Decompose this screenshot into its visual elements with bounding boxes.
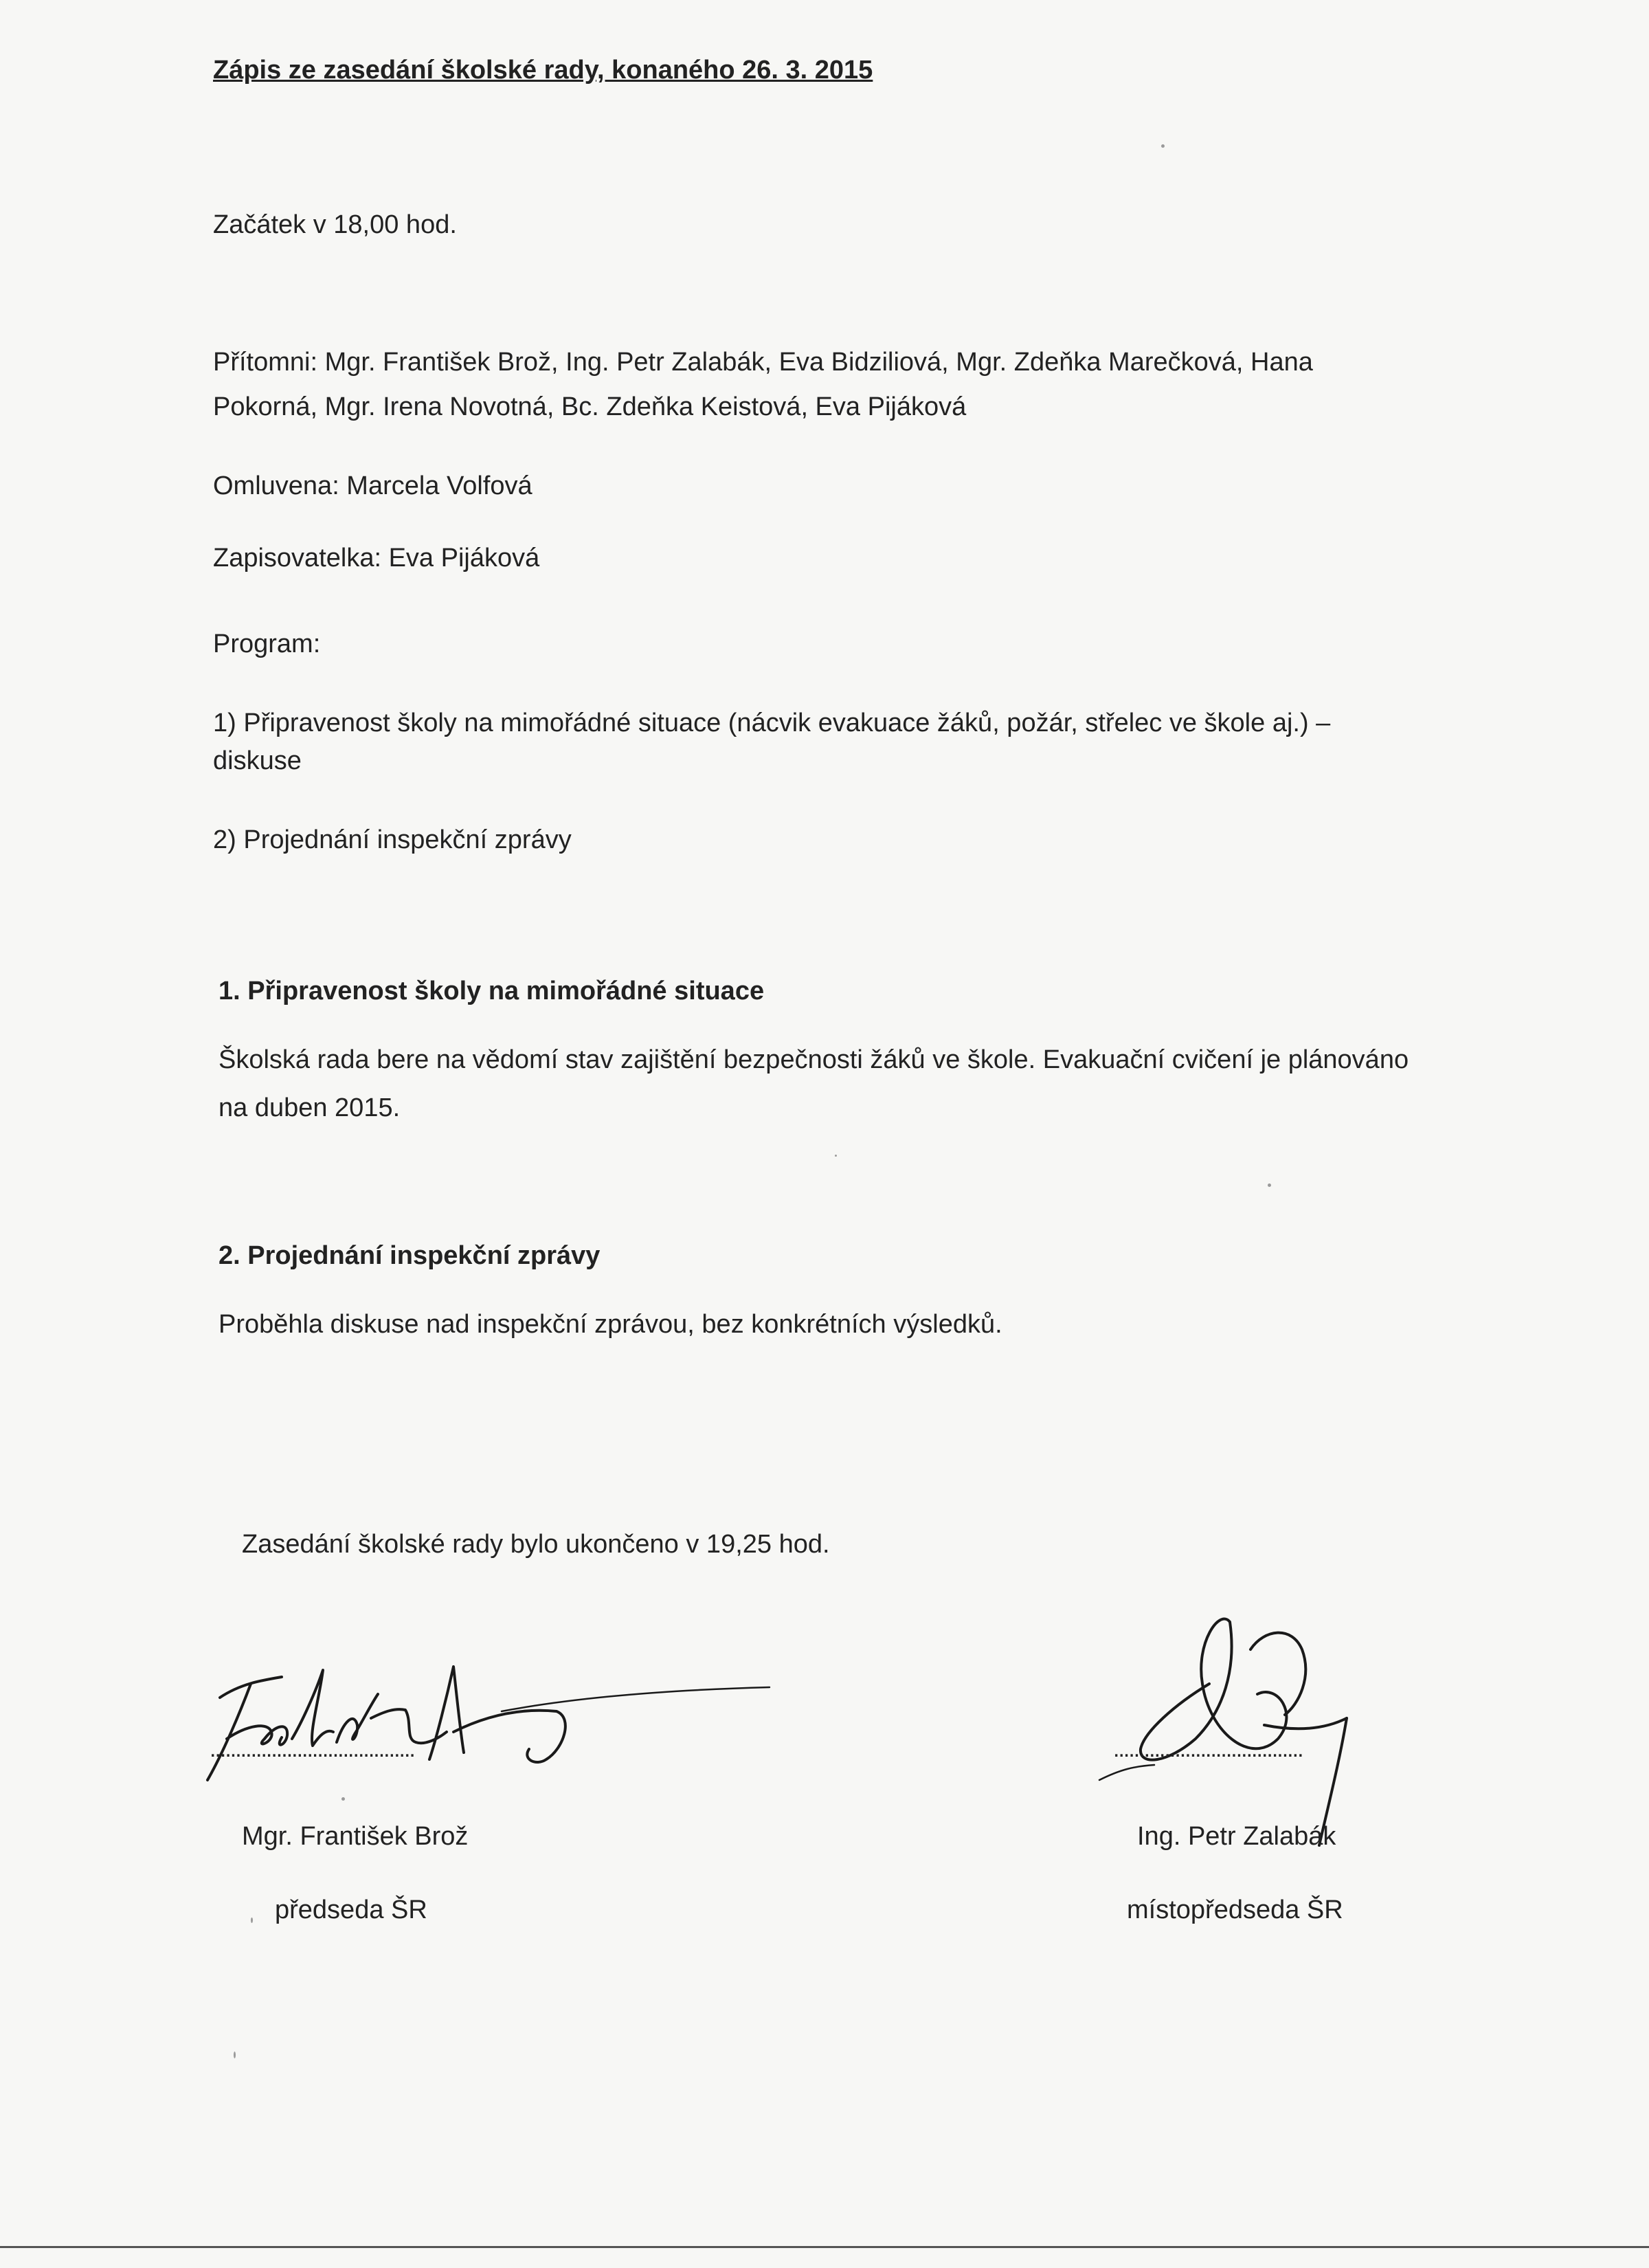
- closing-statement: Zasedání školské rady bylo ukončeno v 19,25 hod.: [242, 1530, 830, 1559]
- scan-speck: [835, 1155, 837, 1157]
- program-item-1-line-1: 1) Připravenost školy na mimořádné situace (nácvik evakuace žáků, požár, střelec ve škole aj.) –: [213, 709, 1331, 737]
- section-1-line-1: Školská rada bere na vědomí stav zajištění bezpečnosti žáků ve škole. Evakuační cvičení je plánováno: [218, 1045, 1409, 1074]
- signature-line-left: ........................................: [210, 1736, 414, 1762]
- start-time: Začátek v 18,00 hod.: [213, 210, 457, 239]
- scan-speck: [1161, 144, 1165, 148]
- handwritten-signature-left: [199, 1656, 783, 1787]
- program-heading: Program:: [213, 630, 321, 658]
- scan-speck: [1268, 1183, 1271, 1187]
- section-1-heading: 1. Připravenost školy na mimořádné situace: [218, 977, 765, 1005]
- signatory-name-left: Mgr. František Brož: [242, 1822, 469, 1851]
- page-bottom-edge: [0, 2246, 1649, 2248]
- signatory-role-right: místopředseda ŠR: [1127, 1895, 1343, 1924]
- scan-speck: [234, 2052, 236, 2058]
- program-item-1-line-2: diskuse: [213, 746, 302, 775]
- attendees-line-2: Pokorná, Mgr. Irena Novotná, Bc. Zdeňka Keistová, Eva Pijáková: [213, 392, 967, 421]
- document-title: Zápis ze zasedání školské rady, konaného 26. 3. 2015: [213, 56, 873, 85]
- signature-line-right: .....................................: [1113, 1736, 1303, 1762]
- scan-speck: [341, 1797, 345, 1801]
- scan-speck: [251, 1917, 253, 1923]
- attendees-line-1: Přítomni: Mgr. František Brož, Ing. Petr Zalabák, Eva Bidziliová, Mgr. Zdeňka Marečková, Hana: [213, 348, 1313, 377]
- section-2-heading: 2. Projednání inspekční zprávy: [218, 1241, 601, 1270]
- signatory-name-right: Ing. Petr Zalabák: [1137, 1822, 1336, 1851]
- handwritten-signature-right: [1092, 1601, 1409, 1849]
- recorder: Zapisovatelka: Eva Pijáková: [213, 544, 540, 572]
- section-1-line-2: na duben 2015.: [218, 1093, 401, 1122]
- signatory-role-left: předseda ŠR: [275, 1895, 427, 1924]
- section-2-text: Proběhla diskuse nad inspekční zprávou, bez konkrétních výsledků.: [218, 1310, 1002, 1339]
- program-item-2: 2) Projednání inspekční zprávy: [213, 825, 572, 854]
- excused: Omluvena: Marcela Volfová: [213, 471, 532, 500]
